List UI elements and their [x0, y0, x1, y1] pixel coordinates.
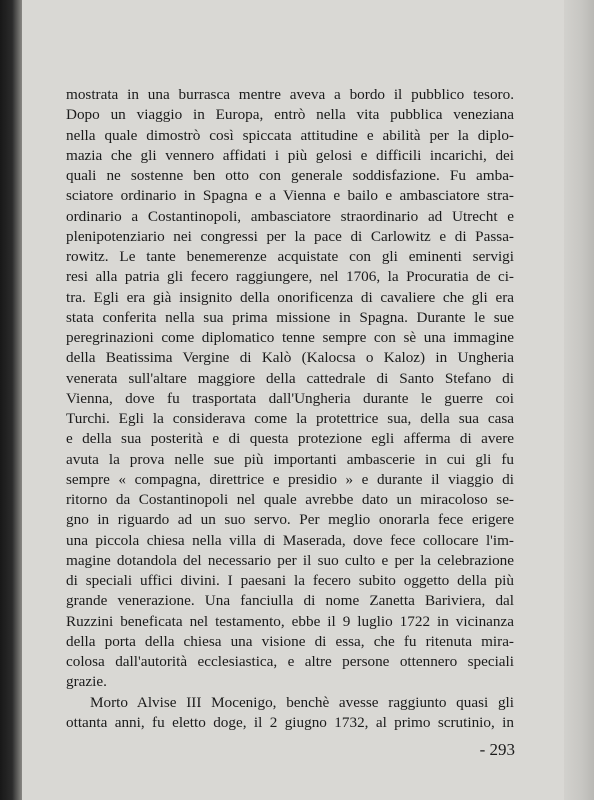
text-line: Morto Alvise III Mocenigo, benchè avesse raggiunto quasi gli	[90, 693, 514, 711]
text-line: venerata sull'altare maggiore della cattedrale di Santo Stefano di	[66, 369, 514, 387]
text-line: gno in riguardo ad un suo servo. Per meglio onorarla fece erigere	[66, 511, 514, 529]
text-line: rowitz. Le tante benemerenze acquistate con gli eminenti servigi	[66, 248, 514, 265]
text-line: peregrinazioni come diplomatico tenne sempre con sè una immagine	[66, 329, 514, 346]
text-line: mazia che gli vennero affidati i più gelosi e difficili incarichi, dei	[66, 146, 514, 164]
text-line: sempre « compagna, direttrice e presidio » e durante il viaggio di	[66, 470, 514, 488]
binding-shadow	[0, 0, 22, 800]
text-line: e della sua posterità e di questa protezione egli afferma di avere	[66, 430, 514, 448]
text-line: grande venerazione. Una fanciulla di nome Zanetta Bariviera, dal	[66, 592, 514, 610]
text-line: plenipotenziario nei congressi per la pace di Carlowitz e di Passa-	[66, 227, 514, 245]
text-line: della Beatissima Vergine di Kalò (Kalocsa o Kaloz) in Ungheria	[66, 349, 514, 367]
text-line: una piccola chiesa nella villa di Maserada, dove fece collocare l'im-	[66, 531, 514, 549]
text-line: colosa dall'autorità ecclesiastica, e altre persone ottennero speciali	[66, 653, 514, 670]
text-line: Ruzzini beneficata nel testamento, ebbe il 9 luglio 1722 in vicinanza	[66, 612, 514, 630]
text-line: nella quale dimostrò così spiccata attitudine e abilità per la diplo-	[66, 126, 514, 144]
text-line: avuta la prova nelle sue più importanti ambascerie in cui gli fu	[66, 450, 514, 468]
text-line: resi alla patria gli fecero raggiungere, nel 1706, la Procuratia de ci-	[66, 268, 514, 286]
text-line: Vienna, dove fu trasportata dall'Ungheria durante le guerre coi	[66, 389, 514, 407]
body-text	[66, 85, 514, 733]
page-edge	[564, 0, 594, 800]
text-line: della porta della chiesa una visione di essa, che fu ritenuta mira-	[66, 632, 514, 650]
text-line: ritorno da Costantinopoli nel quale avrebbe dato un miracoloso se-	[66, 491, 514, 508]
page-number: - 293	[479, 740, 515, 759]
text-line: di speciali uffici divini. I paesani la fecero subito oggetto della più	[66, 572, 514, 589]
text-line: mostrata in una burrasca mentre aveva a bordo il pubblico tesoro.	[66, 86, 514, 103]
text-line: tra. Egli era già insignito della onorificenza di cavaliere che gli era	[66, 288, 514, 306]
text-line: sciatore ordinario in Spagna e a Vienna e bailo e ambasciatore stra-	[66, 187, 514, 205]
text-line: Turchi. Egli la considerava come la protettrice sua, della sua casa	[66, 410, 514, 427]
text-line: magine dotandola del necessario per il suo culto e per la celebrazione	[66, 551, 514, 569]
text-line: grazie.	[66, 673, 107, 691]
text-line: Dopo un viaggio in Europa, entrò nella vita pubblica veneziana	[66, 106, 514, 124]
text-line: ottanta anni, fu eletto doge, il 2 giugno 1732, al primo scrutinio, in	[66, 713, 514, 731]
text-line: stata conferita nella sua prima missione in Spagna. Durante le sue	[66, 308, 514, 326]
text-line: ordinario a Costantinopoli, ambasciatore straordinario ad Utrecht e	[66, 207, 514, 225]
text-line: quali ne sostenne ben otto con generale soddisfazione. Fu amba-	[66, 167, 514, 184]
